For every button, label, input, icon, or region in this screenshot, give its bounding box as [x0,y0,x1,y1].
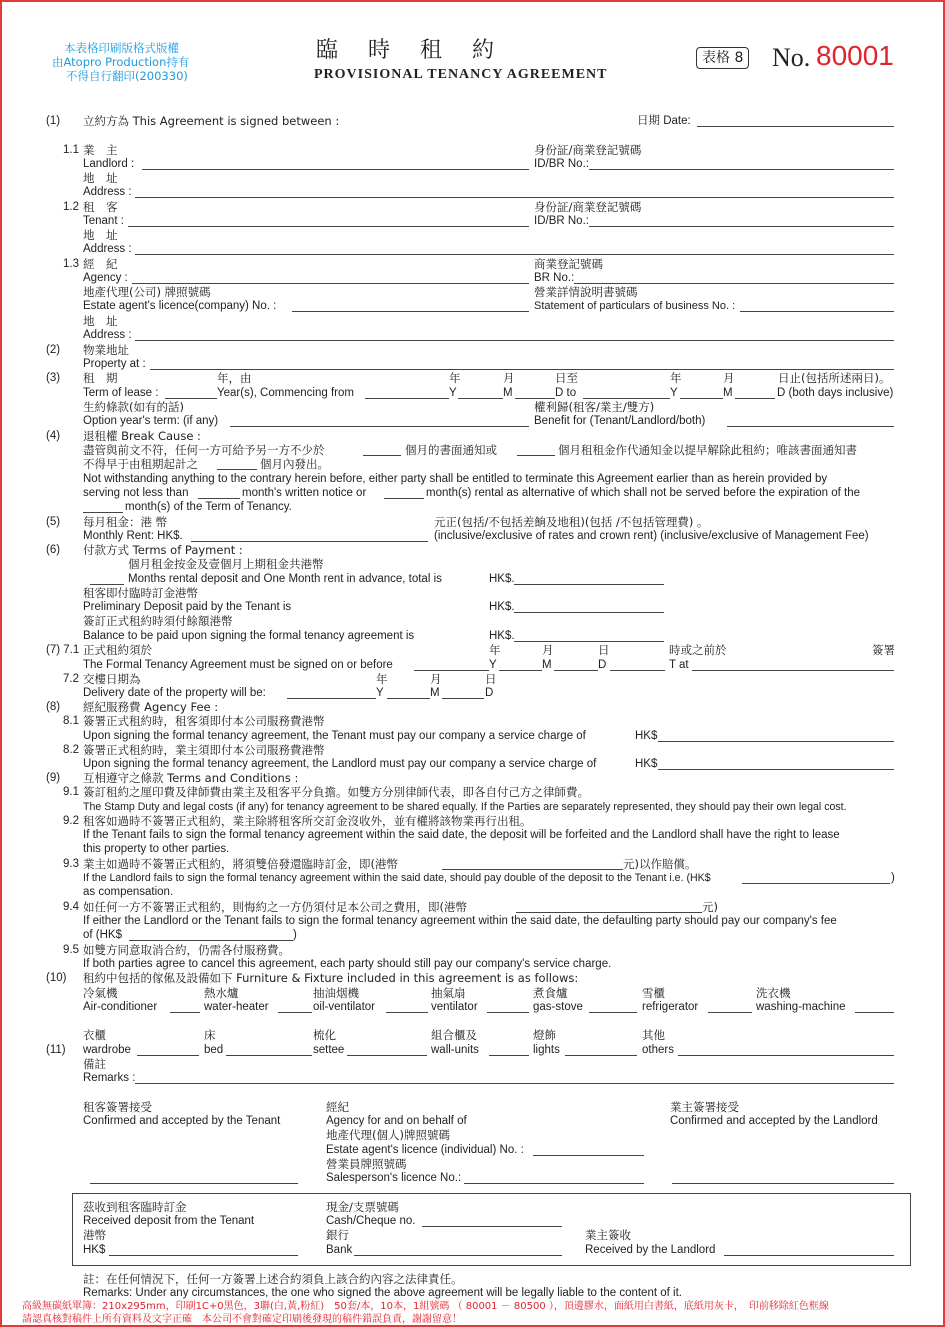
receipt-bank-en: Bank [326,1244,353,1256]
term-9-4-zh-b: 元) [702,900,718,914]
furniture-qty-field[interactable] [386,1012,428,1013]
fee-tenant-hk: HK$ [635,730,658,742]
furniture-item-en: lights [533,1044,560,1056]
fee-landlord-en: Upon signing the formal tenancy agreement, the Landlord must pay our company a service charge of [83,758,597,770]
payment-b-en: Preliminary Deposit paid by the Tenant is [83,601,292,613]
fee-landlord-hk: HK$ [635,758,658,770]
tenant-signature-field[interactable] [90,1183,298,1184]
receipt-landlord-en: Received by the Landlord [585,1244,716,1256]
section-1-number: (1) [46,115,61,127]
term-9-3-en-b: ) [891,872,895,884]
agency-label-zh: 經 紀 [83,257,118,271]
furniture-qty-field[interactable] [170,1012,200,1013]
property-label-zh: 物業地址 [83,343,129,357]
furniture-item-zh: 衣櫃 [83,1028,106,1042]
agency-statement-label-en: Statement of particulars of business No. : [534,300,736,312]
section-7-2-number: 7.2 [63,673,79,685]
term-m2-zh: 月 [723,371,735,385]
delivery-year-field[interactable] [287,698,376,699]
remarks-label-en: Remarks : [83,1072,136,1084]
tenant-id-label-zh: 身份証/商業登記號碼 [534,200,642,214]
landlord-address-label-en: Address : [83,186,132,198]
furniture-qty-field[interactable] [565,1055,637,1056]
landlord-sign-en: Confirmed and accepted by the Landlord [670,1115,878,1127]
break-rent-months-field[interactable] [517,455,555,456]
agency-licence-label-zh: 地產代理(公司) 牌照號碼 [83,285,211,299]
preliminary-deposit-field[interactable] [514,612,664,613]
delivery-day-field[interactable] [442,698,484,699]
term-9-3-zh-b: 元)以作賠償。 [623,857,697,871]
agency-sign-licence-field[interactable] [533,1155,644,1156]
copyright-line-1: 本表格印刷版格式版權 [64,41,179,55]
furniture-qty-field[interactable] [589,1012,637,1013]
furniture-qty-field[interactable] [487,1012,529,1013]
formal-sign-en: The Formal Tenancy Agreement must be signed on or before [83,659,393,671]
delivery-y-en: Y [376,687,384,699]
formal-sign-day-field[interactable] [554,670,598,671]
term-9-2-zh: 租客如過時不簽署正式租約，業主除將租客所交訂金沒收外，並有權將該物業再行出租。 [83,814,532,828]
section-11-number: (11) [46,1044,66,1056]
section-5-number: (5) [46,516,61,528]
tenant-number: 1.2 [63,201,79,213]
terms-title: 互相遵守之條款 Terms and Conditions : [83,771,299,785]
fee-8-1-number: 8.1 [63,715,79,727]
receipt-amount-field[interactable] [109,1255,298,1256]
formal-sign-d-en: D [598,659,607,671]
copyright-line-2: 由Atopro Production持有 [52,55,190,69]
term-label-en: Term of lease : [83,387,159,399]
agency-address-label-en: Address : [83,329,132,341]
break-line-4c: month(s) rental as alternative of which shall not be served before the expiration of the [426,487,861,499]
furniture-qty-field[interactable] [855,1012,894,1013]
property-label-en: Property at : [83,358,146,370]
formal-sign-time-field[interactable] [610,670,665,671]
delivery-m-zh: 月 [430,672,442,686]
date-label: 日期 Date: [637,115,691,127]
break-line-4a: serving not less than [83,487,189,499]
agency-address-field[interactable] [135,340,894,341]
tenant-sign-zh: 租客簽署接受 [83,1100,152,1114]
break-term-months-en-field[interactable] [83,512,123,513]
balance-field[interactable] [514,641,664,642]
term-start-day-field[interactable] [515,398,555,399]
landlord-label-zh: 業 主 [83,143,118,157]
benefit-label-zh: 權利歸(租客/業主/雙方) [534,400,655,414]
delivery-month-field[interactable] [387,698,430,699]
term-m-en: M [503,387,513,399]
payment-c-en: Balance to be paid upon signing the formal tenancy agreement is [83,630,415,642]
term-y2-zh: 年 [670,371,682,385]
furniture-item-zh: 冷氣機 [83,986,118,1000]
furniture-item-zh: 床 [204,1028,216,1042]
furniture-item-en: refrigerator [642,1001,699,1013]
furniture-item-en: washing-machine [756,1001,846,1013]
furniture-item-en: gas-stove [533,1001,583,1013]
furniture-title: 租約中包括的傢俬及設備如下 Furniture & Fixture included in this agreement is as follows: [83,971,579,985]
formal-sign-m-en: M [542,659,552,671]
remarks-field[interactable] [135,1083,894,1084]
fee-tenant-zh: 簽署正式租約時，租客須即付本公司服務費港幣 [83,714,325,728]
term-9-4-en-b: of (HK$ [83,929,122,941]
formal-sign-t-en: T at [669,659,689,671]
term-9-4-zh-a: 如任何一方不簽署正式租約，則悔約之一方仍須付足本公司之費用，即(港幣 [83,900,467,914]
agency-statement-label-zh: 營業詳情說明書號碼 [534,285,638,299]
formal-sign-at-zh: 簽署 [872,643,895,657]
furniture-qty-field[interactable] [347,1055,427,1056]
section-10-number: (10) [46,972,67,984]
tenant-address-label-en: Address : [83,243,132,255]
break-notice-months-en-field[interactable] [198,498,240,499]
landlord-id-label-zh: 身份証/商業登記號碼 [534,143,642,157]
formal-sign-time-zh: 時或之前於 [669,643,727,657]
furniture-qty-field[interactable] [708,1012,752,1013]
term-end-day-field[interactable] [735,398,775,399]
agency-br-label-zh: 商業登記號碼 [534,257,603,271]
break-line-1b: 個月的書面通知或 [405,443,497,457]
receipt-label-en: Received deposit from the Tenant [83,1215,255,1227]
term-end-zh: 日止(包括所述兩日)。 [778,371,891,385]
furniture-item-zh: 熱水爐 [204,986,239,1000]
furniture-item-zh: 抽氣扇 [431,986,466,1000]
term-9-4-number: 9.4 [63,901,79,913]
landlord-name-field[interactable] [142,169,529,170]
break-line-2b: 個月內發出。 [260,457,329,471]
formal-sign-m-zh: 月 [542,643,554,657]
serial-no-label: No. [772,43,811,72]
landlord-signature-field[interactable] [672,1183,894,1184]
term-m-zh: 月 [503,371,515,385]
furniture-item-en: oil-ventilator [313,1001,375,1013]
furniture-item-zh: 組合櫃及 [431,1028,477,1042]
term-9-4-en-c: ) [293,929,297,941]
term-9-4-en-a: If either the Landlord or the Tenant fails to sign the formal tenancy agreement within the said date, the defaulting party should pay our company's fee [83,915,837,927]
serial-no-value: 80001 [816,40,894,71]
receipt-cash-zh: 現金/支票號碼 [326,1200,399,1214]
break-line-4b: month's written notice or [242,487,367,499]
payment-c-hk: HK$. [489,630,515,642]
term-9-1-number: 9.1 [63,786,79,798]
term-9-1-en: The Stamp Duty and legal costs (if any) for tenancy agreement to be shared equally. If the Parties are separately represented, they should pay their own legal cost. [83,801,847,813]
form-number-badge: 表格 8 [696,47,749,69]
tenant-name-field[interactable] [128,226,529,227]
furniture-item-zh: 燈飾 [533,1028,556,1042]
tenant-label-en: Tenant : [83,215,124,227]
agency-statement-field[interactable] [740,311,894,312]
agency-sign-licence-en: Estate agent's licence (individual) No. : [326,1144,524,1156]
term-9-2-en-a: If the Tenant fails to sign the formal tenancy agreement within the said date, the deposit will be forfeited and the Landlord shall have the right to lease [83,829,840,841]
tenant-label-zh: 租 客 [83,200,118,214]
agency-br-label-en: BR No.: [534,272,575,284]
formal-sign-y-en: Y [489,659,497,671]
term-m2-en: M [723,387,733,399]
title-english: PROVISIONAL TENANCY AGREEMENT [314,67,608,82]
landlord-sign-zh: 業主簽署接受 [670,1100,739,1114]
tenant-id-label-en: ID/BR No.: [534,215,589,227]
landlord-id-label-en: ID/BR No.: [534,158,589,170]
print-spec-line: 高級無碳紙單簿：210x295mm，印刷1C+0黑色，3聯(白,黃,粉紅) 50套/本，10本，1組號碼 （ 80001 － 80500 ），頂邊膠水，面紙用白書紙，底紙用灰卡， 印前移除紅色框線 [22,1301,829,1312]
furniture-item-zh: 其他 [642,1028,665,1042]
section-1-label: 立約方為 This Agreement is signed between : [83,114,340,128]
delivery-d-en: D [485,687,494,699]
break-cause-title: 退租權 Break Cause : [83,429,201,443]
fee-tenant-field[interactable] [658,741,894,742]
term-d-zh: 日至 [555,371,578,385]
furniture-item-en: water-heater [204,1001,269,1013]
tenant-id-field[interactable] [589,226,894,227]
delivery-en: Delivery date of the property will be: [83,687,266,699]
section-6-number: (6) [46,544,61,556]
receipt-hk-en: HK$ [83,1244,106,1256]
term-9-3-number: 9.3 [63,858,79,870]
furniture-item-zh: 洗衣機 [756,986,791,1000]
term-year-zh: 年，由 [217,371,252,385]
receipt-hk-zh: 港幣 [83,1228,106,1242]
landlord-number: 1.1 [63,144,79,156]
furniture-item-zh: 抽油烟機 [313,986,359,1000]
payment-a-hk: HK$. [489,573,515,585]
furniture-item-zh: 梳化 [313,1028,336,1042]
term-9-3-zh-field[interactable] [442,869,623,870]
term-9-3-en-a: If the Landlord fails to sign the formal tenancy agreement within the said date, should pay double of the deposit to the Tenant i.e. (HK$ [83,872,711,884]
receipt-cash-en: Cash/Cheque no. [326,1215,416,1227]
term-9-1-zh: 簽訂租約之厘印費及律師費由業主及租客平分負擔。如雙方分別律師代表，即各自付己方之律師費。 [83,785,589,799]
receipt-bank-zh: 銀行 [326,1228,349,1242]
agency-sign-salesperson-zh: 營業員牌照號碼 [326,1157,407,1171]
section-9-number: (9) [46,772,61,784]
receipt-cheque-field[interactable] [422,1226,562,1227]
tenant-sign-en: Confirmed and accepted by the Tenant [83,1115,281,1127]
furniture-qty-field[interactable] [137,1055,199,1056]
term-9-4-zh-field[interactable] [516,912,702,913]
break-rent-months-en-field[interactable] [384,498,424,499]
term-9-5-en: If both parties agree to cancel this agreement, each party should still pay our company's service charge. [83,958,612,970]
formal-sign-place-field[interactable] [692,670,894,671]
formal-sign-year-field[interactable] [414,670,489,671]
break-line-1c: 個月租租金作代通知金以提早解除此租約；唯該書面通知書 [558,443,857,457]
payment-title: 付款方式 Terms of Payment : [83,543,243,557]
agency-sign-zh: 經紀 [326,1100,349,1114]
benefit-label-en: Benefit for (Tenant/Landlord/both) [534,415,706,427]
landlord-label-en: Landlord : [83,158,135,170]
term-9-4-en-field[interactable] [129,940,293,941]
tenant-address-field[interactable] [135,254,894,255]
agency-address-label-zh: 地 址 [83,314,118,328]
payment-a-zh: 個月租金按金及壹個月上期租金共港幣 [128,557,324,571]
agency-sign-salesperson-en: Salesperson's licence No.: [326,1172,462,1184]
furniture-item-zh: 煮食爐 [533,986,568,1000]
section-8-number: (8) [46,701,61,713]
payment-b-zh: 租客即付臨時訂金港幣 [83,586,198,600]
rent-label-en: Monthly Rent: HK$. [83,530,183,542]
break-start-months-field[interactable] [217,469,257,470]
term-end-month-field[interactable] [680,398,723,399]
deposit-months-field[interactable] [90,584,124,585]
agency-number: 1.3 [63,258,79,270]
deposit-total-field[interactable] [514,584,664,585]
furniture-item-en: bed [204,1044,224,1056]
receipt-landlord-field[interactable] [724,1255,894,1256]
term-commencing-en: Year(s), Commencing from [217,387,354,399]
term-9-5-zh: 如雙方同意取消合約，仍需各付服務費。 [83,943,290,957]
option-term-field[interactable] [230,426,529,427]
option-label-en: Option year's term: (if any) [83,415,219,427]
title-chinese: 臨 時 租 約 [316,38,499,63]
formal-sign-d-zh: 日 [598,643,610,657]
receipt-label-zh: 茲收到租客臨時訂金 [83,1200,187,1214]
copyright-line-3: 不得自行翻印(200330) [66,69,188,83]
landlord-address-field[interactable] [135,197,894,198]
term-label-zh: 租 期 [83,371,118,385]
rent-label-zh: 每月租金：港 幣 [83,515,168,529]
agency-name-field[interactable] [132,283,529,284]
agency-sign-en: Agency for and on behalf of [326,1115,467,1127]
print-disclaimer-line: 請認真核對稿件上所有資料及文字正確 本公司不會對確定印刷後發現的稿件錯誤負責，謝謝留意！ [22,1314,462,1325]
furniture-qty-field[interactable] [278,1012,312,1013]
section-3-number: (3) [46,372,61,384]
monthly-rent-field[interactable] [191,541,428,542]
break-line-3: Not withstanding anything to the contrary herein before, either party shall be entitled to terminate this Agreement earlier than as herein provided by [83,473,828,485]
date-field[interactable] [697,126,894,127]
furniture-item-en: Air-conditioner [83,1001,158,1013]
formal-sign-zh: 正式租約須於 [83,643,152,657]
fee-landlord-field[interactable] [658,769,894,770]
payment-c-zh: 簽訂正式租約時須付餘額港幣 [83,614,233,628]
term-9-3-en-field[interactable] [742,883,890,884]
landlord-id-field[interactable] [589,169,894,170]
break-line-2a: 不得早于由租期起計之 [83,457,198,471]
agency-fee-title: 經紀服務費 Agency Fee : [83,700,219,714]
furniture-item-en: ventilator [431,1001,478,1013]
term-9-3-zh-a: 業主如過時不簽署正式租約，將須雙倍發還臨時訂金，即(港幣 [83,857,398,871]
break-line-5: month(s) of the Term of Tenancy. [125,501,292,513]
option-label-zh: 生約條款(如有的話) [83,400,184,414]
rent-terms-zh: 元正(包括/不包括差餉及地租)(包括 /不包括管理費) 。 [434,515,709,529]
footer-note-zh: 註：在任何情況下，任何一方簽署上述合約須負上該合約內容之法律責任。 [83,1272,463,1286]
term-y-zh: 年 [449,371,461,385]
delivery-d-zh: 日 [485,672,497,686]
furniture-item-zh: 雪櫃 [642,986,665,1000]
furniture-item-en: others [642,1044,674,1056]
receipt-bank-field[interactable] [354,1255,562,1256]
term-9-2-number: 9.2 [63,815,79,827]
break-line-1a: 盡管與前文不符，任何一方可給予另一方不少於 [83,443,325,457]
term-9-3-en-c: as compensation. [83,886,174,898]
fee-landlord-zh: 簽署正式租約時，業主須即付本公司服務費港幣 [83,743,325,757]
delivery-y-zh: 年 [376,672,388,686]
term-y2-en: Y [670,387,678,399]
rent-terms-en: (inclusive/exclusive of rates and crown rent) (inclusive/exclusive of Management Fee) [434,530,869,542]
remarks-label-zh: 備註 [83,1057,106,1071]
term-dend-en: D (both days inclusive) [777,387,894,399]
receipt-landlord-zh: 業主簽收 [585,1228,631,1242]
benefit-field[interactable] [727,426,894,427]
furniture-item-en: wall-units [431,1044,479,1056]
term-9-5-number: 9.5 [63,944,79,956]
property-address-field[interactable] [150,369,894,370]
agency-br-field[interactable] [574,283,894,284]
payment-b-hk: HK$. [489,601,515,613]
delivery-zh: 交樓日期為 [83,672,141,686]
landlord-address-label-zh: 地 址 [83,171,118,185]
delivery-m-en: M [430,687,440,699]
tenant-address-label-zh: 地 址 [83,228,118,242]
fee-8-2-number: 8.2 [63,744,79,756]
agency-licence-label-en: Estate agent's licence(company) No. : [83,300,277,312]
term-years-field[interactable] [165,398,217,399]
furniture-qty-field[interactable] [226,1055,312,1056]
furniture-item-en: settee [313,1044,345,1056]
formal-sign-y-zh: 年 [489,643,501,657]
agency-licence-field[interactable] [292,311,529,312]
agency-label-en: Agency : [83,272,128,284]
furniture-item-en: wardrobe [83,1044,131,1056]
term-dto-en: D to [555,387,577,399]
payment-a-en: Months rental deposit and One Month rent in advance, total is [128,573,442,585]
section-2-number: (2) [46,344,61,356]
section-7-number: (7) 7.1 [46,644,80,656]
agency-sign-salesperson-field[interactable] [464,1183,644,1184]
agency-sign-licence-zh: 地產代理(個人)牌照號碼 [326,1128,450,1142]
fee-tenant-en: Upon signing the formal tenancy agreement, the Tenant must pay our company a service charge of [83,730,586,742]
break-notice-months-field[interactable] [363,455,401,456]
term-end-year-field[interactable] [583,398,670,399]
term-start-month-field[interactable] [458,398,503,399]
term-9-2-en-b: this property to other parties. [83,843,230,855]
term-start-year-field[interactable] [365,398,449,399]
formal-sign-month-field[interactable] [499,670,542,671]
furniture-qty-field[interactable] [489,1055,529,1056]
section-4-number: (4) [46,430,61,442]
term-y-en: Y [449,387,457,399]
footer-note-en: Remarks: Under any circumstances, the one who signed the above agreement will be legally liable to the content of it. [83,1287,682,1299]
furniture-other-field[interactable] [678,1055,894,1056]
